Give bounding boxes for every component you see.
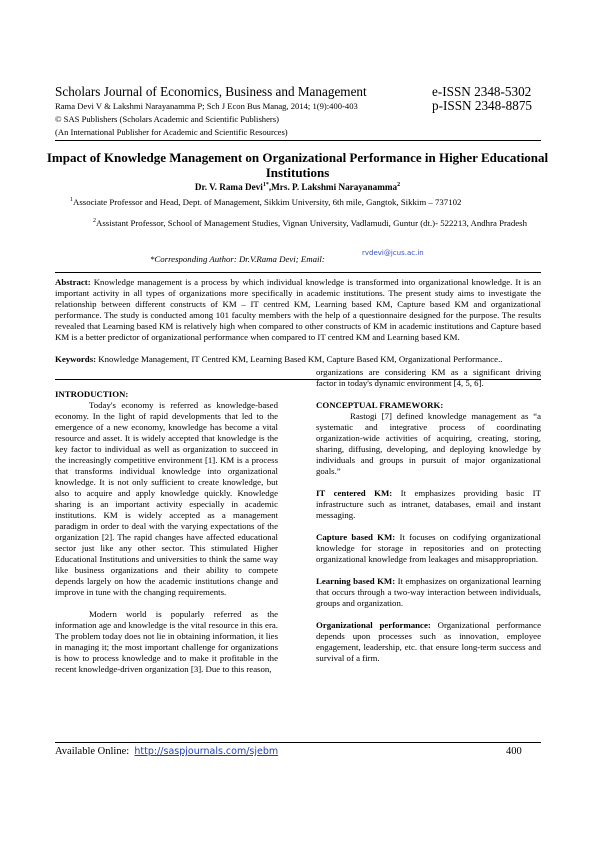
intro-paragraph-1: Today's economy is referred as knowledge-based economy. In the light of rapid developments that led to the emergence of a new economy, knowledge has become a vital resource and asset. It is widely accepted that knowledge is the key factor to individual as well as organization to succeed in the increasingly competitive environment [1]. KM is a process that transforms individual knowledge into organizational knowledge. It is not only sufficient to create knowledge, but also to acquire and apply knowledge quickly. Knowledge sharing is an important activity especially in academic institutions. KM is widely accepted as a management paradigm in order to deal with the varying expectations of the organization [2]. The rapid changes have affected educational sector just like any other sector. This stimulated Higher Educational Institutions and universities to think the same way like business organizations and their ability to compete depends largely on how the academic institutions change and improve in tune with the changing requirements.: [55, 400, 278, 597]
publisher-note: (An International Publisher for Academic and Scientific Resources): [55, 127, 288, 137]
right-paragraph-1: organizations are considering KM as a significant driving factor in today's dynamic environment [4, 5, 6].: [316, 367, 541, 388]
affiliation-2-text: Assistant Professor, School of Management Studies, Vignan University, Vadlamudi, Guntur (dt.)- 522213, Andhra Pradesh: [96, 217, 527, 228]
intro-paragraph-2: Modern world is popularly referred as the information age and knowledge is the vital resource in this era. The problem today does not lie in obtaining information, it lies in managing it; the most important challenge for organizations is how to process knowledge and to make it profitable in the recent knowledge-driven organization [3]. Due to this reason,: [55, 609, 278, 674]
eissn: e-ISSN 2348-5302: [432, 84, 532, 99]
available-online-label: Available Online:: [55, 746, 130, 757]
conceptual-framework-heading: CONCEPTUAL FRAMEWORK:: [316, 400, 444, 410]
capture-based-km-text: It focuses on codifying organizational knowledge for storage in repositories and on protecting organizational knowledge from leakages and misappropriation.: [316, 532, 541, 564]
left-column: [55, 389, 278, 675]
organizational-performance-text: Organizational performance depends upon processes such as innovation, employee engagement, leadership, etc. that ensure long-term success and survival of a firm.: [316, 620, 541, 663]
capture-based-km: [316, 532, 541, 565]
article-title: Impact of Knowledge Management on Organizational Performance in Higher Educational Institutions: [46, 150, 549, 180]
organizational-performance: [316, 620, 541, 664]
author-1-sup: 1*: [262, 182, 269, 188]
page-number: 400: [506, 746, 522, 757]
footer: [55, 746, 278, 757]
email-image: rvdevi@jcus.ac.in: [362, 249, 424, 257]
citation: Rama Devi V & Lakshmi Narayanamma P; Sch J Econ Bus Manag, 2014; 1(9):400-403: [55, 101, 358, 111]
organizational-performance-label: Organizational performance:: [316, 620, 431, 630]
introduction-heading: INTRODUCTION:: [55, 389, 129, 399]
keywords: [55, 354, 541, 365]
conceptual-framework-paragraph: Rastogi [7] defined knowledge management as “a systematic and integrative process of coordinating organization-wide activities of acquiring, creating, storing, sharing, diffusing, developing, and deploying knowledge by individuals and groups in pursuit of major organizational goals.”: [316, 411, 541, 476]
learning-based-km-label: Learning based KM:: [316, 576, 396, 586]
corresponding-author: *Corresponding Author: Dr.V.Rama Devi; Email:: [150, 254, 325, 264]
author-2-sup: 2: [397, 182, 401, 188]
publisher: © SAS Publishers (Scholars Academic and Scientific Publishers): [55, 114, 279, 124]
abstract-label: Abstract:: [55, 277, 91, 287]
journal-url-link[interactable]: http://saspjournals.com/sjebm: [134, 746, 279, 757]
footer-rule: [55, 742, 541, 743]
learning-based-km: [316, 576, 541, 609]
keywords-label: Keywords:: [55, 354, 97, 364]
it-centered-km-text: It emphasizes providing basic IT infrastructure such as intranet, databases, email and instant messaging.: [316, 488, 541, 520]
affiliation-2-sup: 2: [93, 218, 97, 224]
journal-name: Scholars Journal of Economics, Business and Management: [55, 84, 367, 99]
affiliation-1: [70, 195, 550, 208]
right-column: [316, 367, 541, 664]
abstract-text: Knowledge management is a process by which individual knowledge is transformed into organizational knowledge. It is an important activity in all types of organizations more specifically in academic institutions. The present study aims to investigate the relationship between different constructs of KM – IT centred KM, Learning based KM, Capture based KM and organizational performance. The study is conducted among 101 faculty members with the help of a questionnaire designed for the purpose. The results revealed that Learning based KM is relatively high when compared to other constructs of KM in academic institutions and Capture based KM is a better predictor of organizational performance when compared to IT centred KM and Learning based KM.: [55, 277, 541, 342]
author-2: ,Mrs. P. Lakshmi Narayanamma: [268, 182, 398, 193]
capture-based-km-label: Capture based KM:: [316, 532, 396, 542]
pissn: p-ISSN 2348-8875: [432, 98, 533, 113]
authors: [40, 182, 555, 192]
learning-based-km-text: It emphasizes on organizational learning that occurs through a two-way interaction between individuals, groups and organization.: [316, 576, 541, 608]
it-centered-km-label: IT centered KM:: [316, 488, 393, 498]
affiliation-1-text: Associate Professor and Head, Dept. of Management, Sikkim University, 6th mile, Gangtok, Sikkim – 737102: [73, 196, 462, 207]
keywords-text: Knowledge Management, IT Centred KM, Learning Based KM, Capture Based KM, Organizational Performance..: [96, 354, 503, 364]
it-centered-km: [316, 488, 541, 521]
abstract: [55, 277, 541, 343]
affiliation-1-sup: 1: [70, 197, 73, 203]
affiliation-2: [70, 216, 550, 229]
author-1: Dr. V. Rama Devi: [194, 182, 263, 193]
header-rule: [55, 140, 541, 141]
